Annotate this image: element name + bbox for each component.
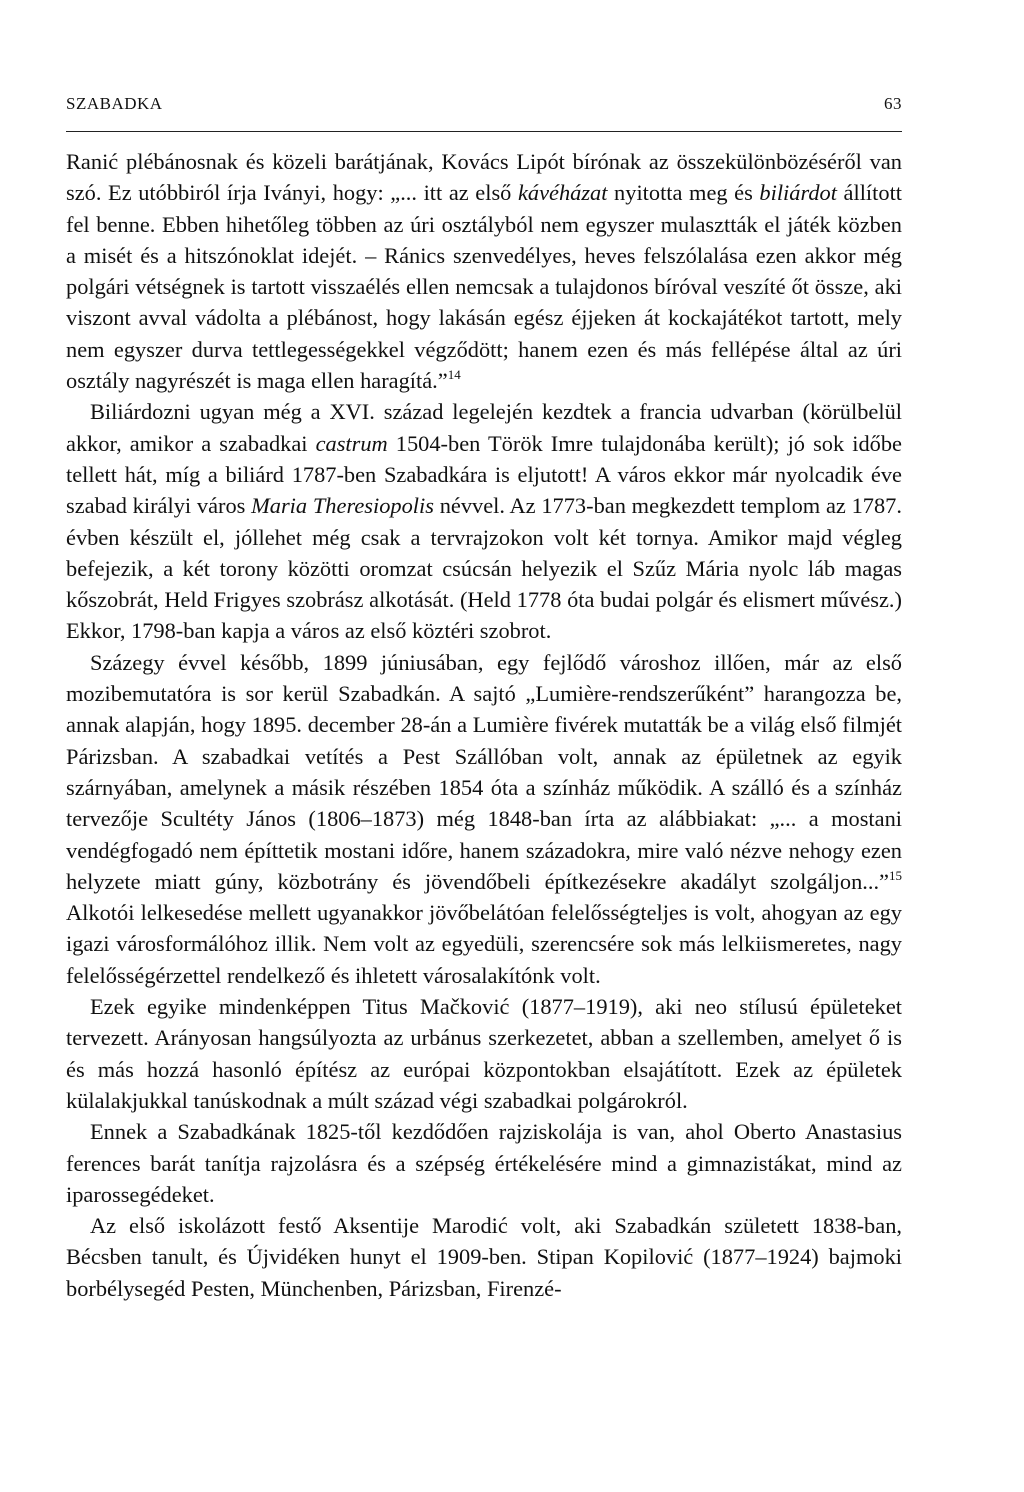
text-run: Biliárdozni ugyan még a XVI. század legelején kezdtek a francia udvarban (körülbelül akkor, amikor a szabadkai xyxy=(66,399,902,456)
footnote-reference: 14 xyxy=(447,367,461,383)
text-run: nyitotta meg és xyxy=(607,180,760,206)
text-run: 1504-ben Török Imre tulajdonába került); jó sok időbe tellett hát, míg a biliárd 1787-ben Szabadkára is eljutott! A város ekkor már nyolcadik éve szabad királyi város xyxy=(66,430,902,519)
header-rule xyxy=(66,131,902,132)
paragraph xyxy=(66,396,902,646)
page-number: 63 xyxy=(884,94,902,113)
text-run: Az első iskolázott festő Aksentije Marodić volt, aki Szabadkán született 1838-ban, Bécsben tanult, és Újvidéken hunyt el 1909-ben. Stipan Kopilović (1877–1924) bajmoki borbélysegéd Pesten, Münchenben, Párizsban, Firenzé- xyxy=(66,1213,902,1301)
text-run: Ranić plébánosnak és közeli barátjának, Kovács Lipót bírónak az összekülönbözéséről van szó. Ez utóbbiról írja Iványi, hogy: „... itt az első xyxy=(66,149,902,206)
text-run: Ennek a Szabadkának 1825-től kezdődően rajziskolája is van, ahol Oberto Anastasius ferences barát tanítja rajzolásra és a szépség értékelésére mind a gimnazistákat, mind az iparossegédeket. xyxy=(66,1119,902,1207)
paragraph xyxy=(66,991,902,1116)
paragraph xyxy=(66,146,902,396)
book-page xyxy=(66,88,903,1301)
text-run: Százegy évvel később, 1899 júniusában, egy fejlődő városhoz illően, már az első mozibemutatóra is sor kerül Szabadkán. A sajtó „Lumière-rendszerűként” harangozza be, annak alapján, hogy 1895. december 28-án a Lumière fivérek mutatták be a világ első filmjét Párizsban. A szabadkai vetítés a Pest Szállóban volt, annak az épületnek az egyik szárnyában, amelynek a másik részében 1854 óta a színház működik. A szálló és a színház tervezője Scultéty János (1806–1873) még 1848-ban írta az alábbiakat: „... a mostani vendégfogadó nem építtetik mostani időre, hanem századokra, mire való nézve nehogy ezen helyzete miatt gúny, közbotrány és jövendőbeli építkezésekre akadályt szolgáljon...” xyxy=(66,649,902,894)
paragraph xyxy=(66,1116,902,1210)
text-run: állított fel benne. Ebben hihetőleg többen az úri osztályból nem egyszer mulasztták el játék közben a misét és a hitszónoklat idejét. – Ránics szenvedélyes, heves felszólalása ezen akkor még polgári vétségnek is tartott visszaélés ellen nemcsak a tulajdonos bíróval veszíté őt össze, aki viszont avval vádolta a plébánost, hogy lakásán egész éjjeken át kockajátékot tartott, mely nem egyszer durva tettlegességekkel végződött; hanem ezen és más fellépése által az úri osztály nagyrészét is maga ellen haragítá.” xyxy=(66,180,903,394)
text-run: Ezek egyike mindenképpen Titus Mačković (1877–1919), aki neo stílusú épületeket tervezett. Arányosan hangsúlyozta az urbánus szerkezetet, abban a szellemben, amelyet ő is és más hozzá hasonló építész az európai központokban elsajátított. Ezek az épületek külalakjukkal tanúskodnak a múlt század végi szabadkai polgárokról. xyxy=(66,994,902,1113)
text-run: névvel. Az 1773-ban megkezdett templom az 1787. évben készült el, jóllehet még csak a tervrajzokon volt két tornya. Amikor majd végleg befejezik, a két torony közötti oromzat csúcsán helyezik el Szűz Mária nyolc láb magas kőszobrát, Held Frigyes szobrász alkotását. (Held 1778 óta budai polgár és elismert művész.) Ekkor, 1798-ban kapja a város az első köztéri szobrot. xyxy=(66,493,902,644)
footnote-reference: 15 xyxy=(889,867,902,883)
italic-text: castrum xyxy=(315,430,388,456)
italic-text: biliárdot xyxy=(759,180,837,206)
running-head xyxy=(66,88,902,118)
italic-text: Maria Theresiopolis xyxy=(251,493,434,519)
body-text xyxy=(66,146,902,1304)
text-run: Alkotói lelkesedése mellett ugyanakkor jövőbelátóan felelősségteljes is volt, ahogyan az egy igazi városformálóhoz illik. Nem volt az egyedüli, szerencsére sok más lelkiismeretes, nagy felelősségérzettel rendelkező és ihletett városalakítónk volt. xyxy=(66,900,902,988)
paragraph xyxy=(66,1210,902,1304)
italic-text: kávéházat xyxy=(517,180,608,206)
paragraph xyxy=(66,647,902,991)
running-head-title: SZABADKA xyxy=(66,94,163,113)
